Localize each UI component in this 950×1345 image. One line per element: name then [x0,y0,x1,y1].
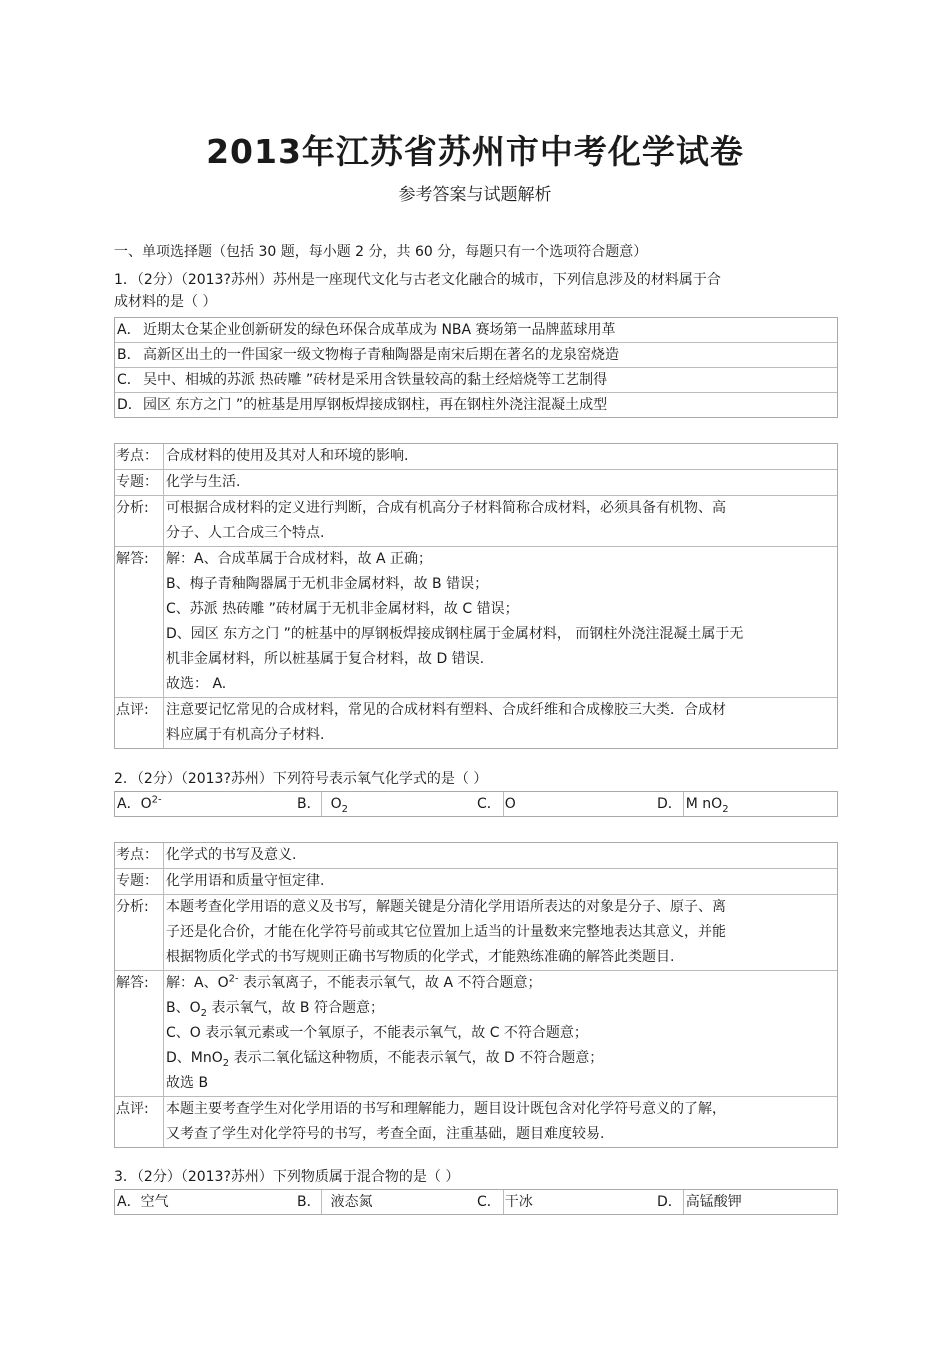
row-text: 化学用语和质量守恒定律. [166,873,325,889]
option-text: 高锰酸钾 [685,1194,742,1210]
q3-option-c [477,1190,533,1214]
row-label: 点评: [116,702,149,718]
q1-option-c [115,368,837,393]
text-part: D、MnO [166,1050,223,1066]
option-label: A． [117,796,141,812]
row-text: B、梅子青釉陶器属于无机非金属材料，故 B 错误； [166,576,489,592]
option-label: B． [117,347,141,363]
option-label: D． [657,1194,682,1210]
subscript: 2 [200,1007,207,1019]
option-text: 吴中、相城的苏派 热砖雕 ”砖材是采用含铁量较高的黏土经焙烧等工艺制得 [143,372,608,388]
row-text [166,971,837,996]
option-label: C． [477,1194,501,1210]
row-text: 根据物质化学式的书写规则正确书写物质的化学式，才能熟练准确的解答此类题目. [166,949,675,965]
row-label: 专题： [116,474,158,490]
page-title: 2013年江苏省苏州市中考化学试卷 [206,132,744,171]
q3-options [114,1189,838,1215]
row-text: 化学式的书写及意义. [166,847,297,863]
row-text: 本题主要考查学生对化学用语的书写和理解能力，题目设计既包含对化学符号意义的了解， [166,1101,726,1117]
analysis-row-kaodian [115,444,837,470]
row-label: 解答: [116,975,149,991]
text-part: 表示氧离子，不能表示氧气，故 A 不符合题意； [238,975,542,991]
analysis-row-fenxi [115,895,837,971]
row-label: 分析: [116,899,149,915]
option-text: 高新区出土的一件国家一级文物梅子青釉陶器是南宋后期在著名的龙泉窑烧造 [143,347,619,363]
q2-option-b [297,792,348,816]
row-text: 解：A、合成革属于合成材料，故 A 正确； [166,551,433,567]
row-text: 合成材料的使用及其对人和环境的影响. [166,448,409,464]
option-label: A． [117,1194,141,1210]
q2-option-c [477,792,516,816]
q2-stem: 2．（2分）（2013?苏州）下列符号表示氧气化学式的是（ ） [114,771,488,787]
row-text: 又考查了学生对化学符号的书写，考查全面，注重基础，题目难度较易. [166,1126,605,1142]
q1-stem-line2: 成材料的是（ ） [114,294,217,310]
option-text: 干冰 [504,1194,533,1210]
row-text: 化学与生活. [166,474,241,490]
analysis-row-dianping [115,698,837,748]
analysis-row-dianping [115,1097,837,1147]
option-text: M nO [685,796,723,812]
text-part: 表示氧气，故 B 符合题意； [207,1000,384,1016]
row-text: 子还是化合价，才能在化学符号前或其它位置加上适当的计量数来完整地表达其意义，并能 [166,924,726,940]
option-label: A． [117,322,141,338]
analysis-row-zhuanti [115,869,837,895]
analysis-row-jieda [115,971,837,1097]
q2-option-d [657,792,729,816]
q3-option-b [297,1190,373,1214]
text-part: 表示二氧化锰这种物质，不能表示氧气，故 D 不符合题意； [229,1050,604,1066]
analysis-row-zhuanti [115,470,837,496]
q1-analysis-table [114,443,838,749]
ion-charge: 2- [228,973,239,985]
option-label: C． [117,372,141,388]
q1-stem-line1: 1．（2分）（2013?苏州）苏州是一座现代文化与古老文化融合的城市，下列信息涉及的材料属于合 [114,272,721,288]
option-subscript: 2 [341,803,349,815]
option-text: O [504,796,516,812]
row-text: 故选： A. [166,676,227,692]
row-text: 机非金属材料，所以桩基属于复合材料，故 D 错误. [166,651,485,667]
row-text: C、O 表示氧元素或一个氧原子，不能表示氧气，故 C 不符合题意； [166,1025,588,1041]
row-label: 分析: [116,500,149,516]
q1-option-d [115,393,837,417]
option-label: C． [477,796,501,812]
text-part: 解：A、O [166,975,229,991]
row-text: 本题考查化学用语的意义及书写，解题关键是分清化学用语所表达的对象是分子、原子、离 [166,899,726,915]
row-label: 解答: [116,551,149,567]
row-text: 料应属于有机高分子材料. [166,727,325,743]
row-label: 专题： [116,873,158,889]
row-text: 分子、人工合成三个特点. [166,525,325,541]
option-label: B． [297,796,321,812]
row-text: 故选 B [166,1075,209,1091]
option-text: O [330,796,342,812]
analysis-row-fenxi [115,496,837,547]
option-text: 空气 [140,1194,169,1210]
q2-options [114,791,838,817]
q1-option-a [115,318,837,343]
page-subtitle: 参考答案与试题解析 [398,185,552,205]
row-text [166,1046,837,1071]
subscript: 2 [222,1057,230,1069]
option-label: D． [657,796,682,812]
q1-options [114,317,838,418]
analysis-row-kaodian [115,843,837,869]
option-subscript: 2 [722,803,729,815]
option-label: D． [117,397,142,413]
q2-option-a [117,792,162,816]
row-label: 考点： [116,448,158,464]
option-text: 近期太仓某企业创新研发的绿色环保合成革成为 NBA 赛场第一品牌蓝球用革 [143,322,616,338]
q3-stem: 3．（2分）（2013?苏州）下列物质属于混合物的是（ ） [114,1169,460,1185]
text-part: B、O [166,1000,201,1016]
q1-option-b [115,343,837,368]
row-text: 可根据合成材料的定义进行判断，合成有机高分子材料简称合成材料，必须具备有机物、高 [166,500,726,516]
row-label: 点评: [116,1101,149,1117]
option-text: 液态氮 [330,1194,373,1210]
row-text: C、苏派 热砖雕 ”砖材属于无机非金属材料，故 C 错误； [166,601,519,617]
row-text: 注意要记忆常见的合成材料，常见的合成材料有塑料、合成纤维和合成橡胶三大类．合成材 [166,702,726,718]
option-text: 园区 东方之门 ”的桩基是用厚钢板焊接成钢柱，再在钢柱外浇注混凝土成型 [143,397,608,413]
row-label: 考点： [116,847,158,863]
option-label: B． [297,1194,321,1210]
q3-option-d [657,1190,742,1214]
section-heading: 一、单项选择题（包括 30 题，每小题 2 分，共 60 分，每题只有一个选项符合题意） [114,244,648,260]
row-text [166,996,837,1021]
option-superscript: 2- [151,794,162,806]
row-text: D、园区 东方之门 ”的桩基中的厚钢板焊接成钢柱属于金属材料， 而钢柱外浇注混凝土属于无 [166,626,744,642]
q2-analysis-table [114,842,838,1148]
option-text: O [140,796,152,812]
q3-option-a [117,1190,169,1214]
analysis-row-jieda [115,547,837,698]
